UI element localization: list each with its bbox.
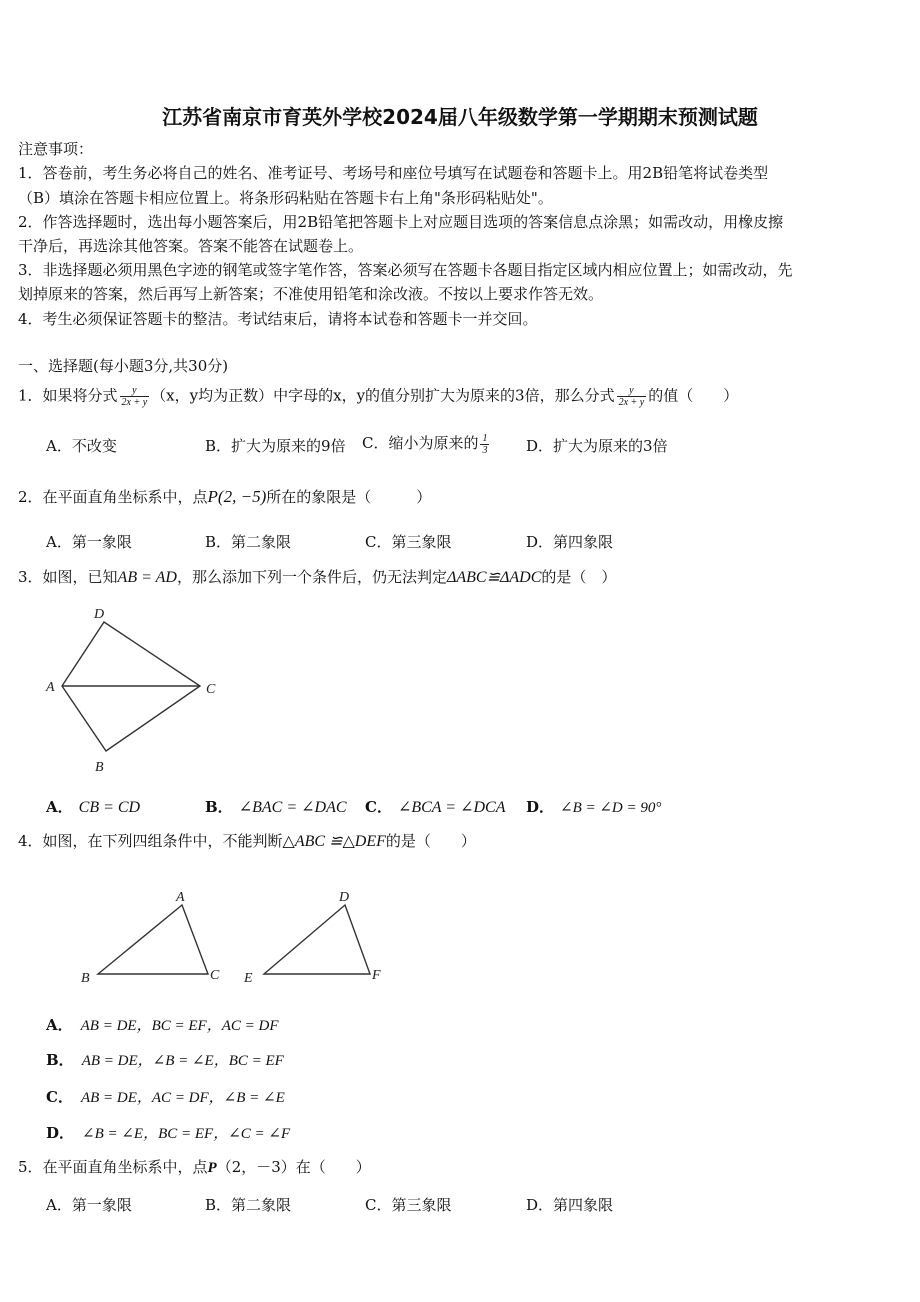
notice-line: 干净后，再选涂其他答案。答案不能答在试题卷上。 <box>18 237 364 255</box>
q4-option-label: B． <box>46 1051 74 1069</box>
q1-frac-den: 2x + y <box>121 397 148 408</box>
q1-fraction <box>120 385 150 408</box>
q3-option-b-math: ∠BAC = ∠DAC <box>238 799 347 816</box>
q3-label-a: A <box>46 680 55 695</box>
notice-line: （B）填涂在答题卡相应位置上。将条形码粘贴在答题卡右上角"条形码粘贴处"。 <box>18 189 553 207</box>
q3-option-c-label: C． <box>365 798 392 816</box>
q4-label-a: A <box>176 890 185 905</box>
notice-line: 3．非选择题必须用黑色字迹的钢笔或签字笔作答，答案必须写在答题卡各题目指定区域内相应位置上；如需改动，先 <box>18 261 793 279</box>
q4-option-label: D． <box>46 1124 75 1142</box>
notice-line: 划掉原来的答案，然后再写上新答案；不准使用铅笔和涂改液。不按以上要求作答无效。 <box>18 285 604 303</box>
q2-option-c: C．第三象限 <box>365 533 452 551</box>
q4-option-d <box>46 1122 290 1143</box>
question-2 <box>18 487 431 507</box>
q4-text: 的是（ ） <box>385 832 476 850</box>
q1-option-c-text: C．缩小为原来的 <box>362 434 479 452</box>
q5-text: （2，－3）在（ ） <box>216 1158 371 1176</box>
q3-option-d <box>526 796 661 817</box>
q1-option-c-fraction <box>480 433 489 456</box>
q5-option-d: D．第四象限 <box>526 1196 614 1214</box>
q3-option-c-math: ∠BCA = ∠DCA <box>397 799 506 816</box>
q4-label-f: F <box>372 968 381 983</box>
section-heading: 一、选择题(每小题3分,共30分) <box>18 357 229 375</box>
q3-option-b <box>205 796 347 817</box>
q3-figure <box>40 600 230 780</box>
q4-option-c <box>46 1086 285 1107</box>
q4-option-a <box>46 1014 278 1035</box>
q4-option-label: A． <box>46 1016 73 1034</box>
q3-text: ，那么添加下列一个条件后，仍无法判定 <box>176 568 447 586</box>
q3-option-a-label: A． <box>46 798 73 816</box>
q4-triangle-abc <box>98 905 208 974</box>
q2-point: P(2, −5) <box>207 487 267 506</box>
page-title: 江苏省南京市育英外学校2024届八年级数学第一学期期末预测试题 <box>162 105 758 129</box>
q3-math: ΔABC≌ΔADC <box>446 569 542 586</box>
q1-option-d: D．扩大为原来的3倍 <box>526 437 668 455</box>
q2-option-a: A．第一象限 <box>46 533 132 551</box>
q5-option-c: C．第三象限 <box>365 1196 452 1214</box>
question-5 <box>18 1157 371 1178</box>
notice-line: 2．作答选择题时，选出每小题答案后，用2B铅笔把答题卡上对应题目选项的答案信息点涂黑；如需改动，用橡皮擦 <box>18 213 784 231</box>
q5-point: P <box>207 1160 217 1176</box>
q2-option-b: B．第二象限 <box>205 533 292 551</box>
q3-option-a <box>46 796 140 817</box>
question-4 <box>18 831 476 852</box>
q4-label-e: E <box>244 971 253 986</box>
q1-text: （x，y均为正数）中字母的x，y的值分别扩大为原来的3倍，那么分式 <box>151 386 615 405</box>
q3-label-d: D <box>94 607 105 622</box>
q2-text: 2．在平面直角坐标系中，点 <box>18 488 208 506</box>
q3-text: 的是（ ） <box>541 568 617 586</box>
q1-text: 的值（ ） <box>648 386 739 405</box>
question-3 <box>18 567 616 588</box>
q4-label-c: C <box>210 968 220 983</box>
question-1 <box>18 385 738 408</box>
q3-option-d-math: ∠B = ∠D = 90° <box>560 800 662 816</box>
q4-figure <box>70 885 400 995</box>
q3-option-b-label: B． <box>205 798 233 816</box>
q4-option-label: C． <box>46 1088 73 1106</box>
q1-c-num: 1 <box>482 432 488 444</box>
q4-text: 4．如图，在下列四组条件中，不能判断 <box>18 832 283 850</box>
q5-text: 5．在平面直角坐标系中，点 <box>18 1158 208 1176</box>
q1-option-c <box>362 432 491 456</box>
notice-line: 1．答卷前，考生务必将自己的姓名、准考证号、考场号和座位号填写在试题卷和答题卡上。用2B铅笔将试卷类型 <box>18 164 769 182</box>
q1-frac-num: y <box>629 385 634 396</box>
q4-math: △ABC ≌△DEF <box>282 833 386 850</box>
q3-option-d-label: D． <box>526 798 555 816</box>
q1-fraction <box>617 385 647 408</box>
q5-option-b: B．第二象限 <box>205 1196 292 1214</box>
q1-c-den: 3 <box>482 444 488 456</box>
q1-frac-num: y <box>132 385 137 396</box>
q4-option-math: AB = DE，∠B = ∠E，BC = EF <box>81 1053 284 1069</box>
q4-label-d: D <box>339 890 350 905</box>
q4-triangle-def <box>264 905 370 974</box>
q2-option-d: D．第四象限 <box>526 533 614 551</box>
q1-frac-den: 2x + y <box>618 397 645 408</box>
notice-heading: 注意事项： <box>18 140 94 158</box>
q1-text: 1．如果将分式 <box>18 386 118 405</box>
q4-option-b <box>46 1049 284 1070</box>
q4-option-math: AB = DE，BC = EF，AC = DF <box>80 1018 279 1034</box>
q3-text: 3．如图，已知 <box>18 568 118 586</box>
q5-option-a: A．第一象限 <box>46 1196 132 1214</box>
q3-math: AB = AD <box>117 569 177 586</box>
q3-option-c <box>365 796 506 817</box>
q3-option-a-math: CB = CD <box>78 799 141 816</box>
q1-option-b: B．扩大为原来的9倍 <box>205 437 346 455</box>
q2-text: 所在的象限是（ ） <box>266 488 432 506</box>
q4-option-math: AB = DE，AC = DF，∠B = ∠E <box>80 1090 285 1106</box>
q4-option-math: ∠B = ∠E，BC = EF，∠C = ∠F <box>82 1126 291 1142</box>
q1-option-a: A．不改变 <box>46 437 117 455</box>
notice-line: 4．考生必须保证答题卡的整洁。考试结束后，请将本试卷和答题卡一并交回。 <box>18 310 538 328</box>
q4-label-b: B <box>81 971 90 986</box>
q3-label-c: C <box>206 682 216 697</box>
q3-label-b: B <box>95 760 104 775</box>
